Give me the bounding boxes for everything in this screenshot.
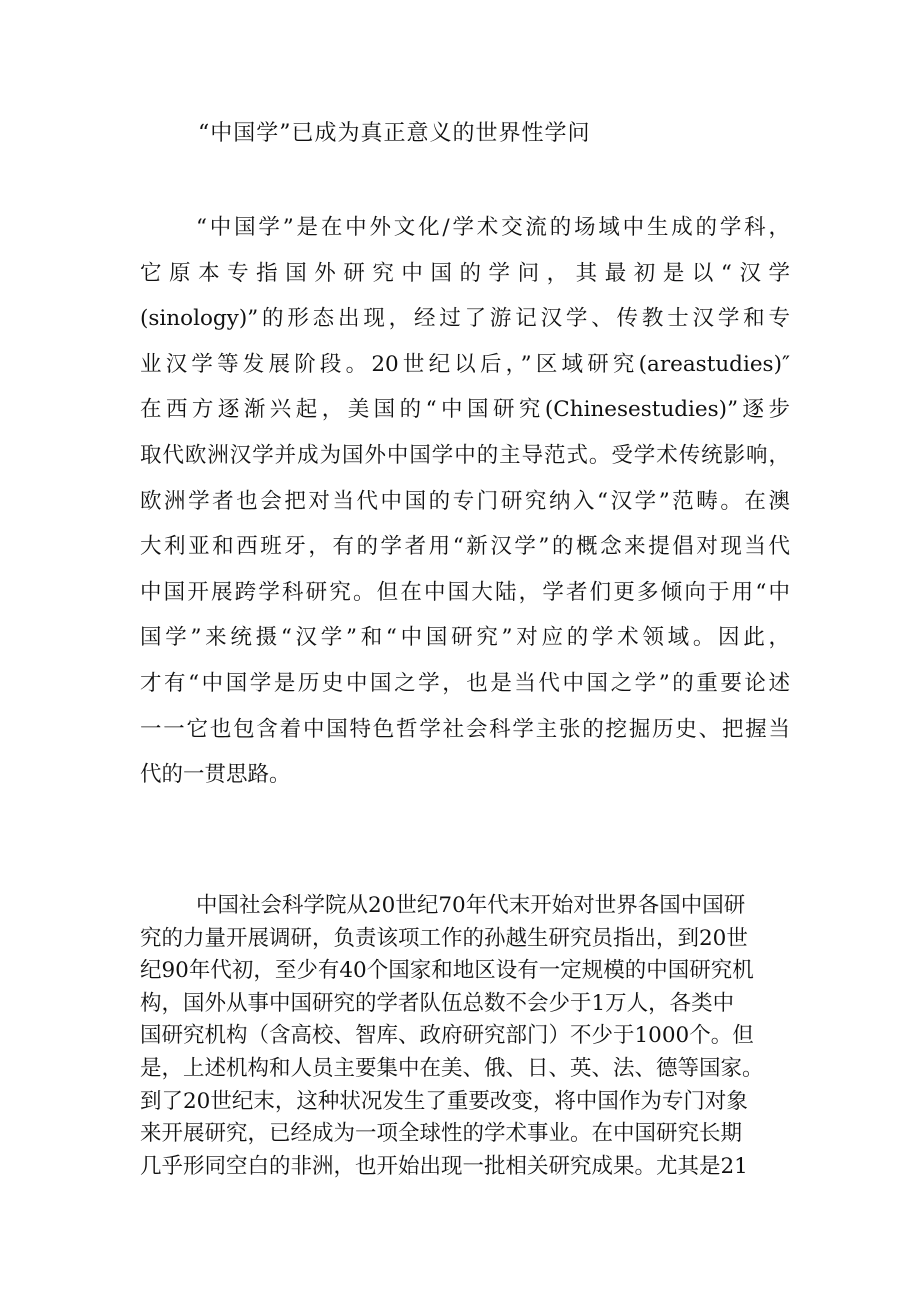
- paragraph-1: [140, 205, 790, 798]
- paragraph-line: 大利亚和西班牙，有的学者用“新汉学”的概念来提倡对现当代: [140, 534, 790, 560]
- paragraph-line: 代的一贯思路。: [140, 762, 291, 788]
- paragraph-line: 中国社会科学院从20世纪70年代末开始对世界各国中国研: [196, 893, 746, 918]
- document-title: “中国学”已成为真正意义的世界性学问: [198, 121, 591, 146]
- paragraph-line: 业汉学等发展阶段。20世纪以后，”区域研究(areastudies)″: [140, 351, 790, 377]
- paragraph-line: 它原本专指国外研究中国的学问，其最初是以“汉学: [140, 260, 790, 286]
- paragraph-line: 几乎形同空白的非洲，也开始出现一批相关研究成果。尤其是21: [140, 1153, 748, 1179]
- paragraph-line: 来开展研究，已经成为一项全球性的学术事业。在中国研究长期: [140, 1121, 743, 1147]
- paragraph-line: 中国开展跨学科研究。但在中国大陆，学者们更多倾向于用“中: [140, 579, 790, 605]
- paragraph-line: 构，国外从事中国研究的学者队伍总数不会少于1万人，各类中: [140, 990, 735, 1016]
- paragraph-line: 是，上述机构和人员主要集中在美、俄、日、英、法、德等国家。: [140, 1055, 764, 1081]
- paragraph-line: 取代欧洲汉学并成为国外中国学中的主导范式。受学术传统影响，: [140, 442, 790, 468]
- paragraph-line: 国学”来统摄“汉学”和“中国研究”对应的学术领域。因此，: [140, 625, 790, 651]
- paragraph-line: “中国学”是在中外文化/学术交流的场域中生成的学科，: [196, 215, 790, 240]
- paragraph-line: (sinology)”的形态出现，经过了游记汉学、传教士汉学和专: [140, 306, 790, 332]
- paragraph-line: 才有“中国学是历史中国之学，也是当代中国之学”的重要论述: [140, 670, 790, 696]
- paragraph-line: 在西方逐渐兴起，美国的“中国研究(Chinesestudies)”逐步: [140, 397, 790, 423]
- paragraph-line: 纪90年代初，至少有40个国家和地区设有一定规模的中国研究机: [140, 958, 754, 984]
- paragraph-line: 欧洲学者也会把对当代中国的专门研究纳入“汉学”范畴。在澳: [140, 488, 790, 514]
- paragraph-2: [140, 890, 790, 1183]
- paragraph-line: 一一它也包含着中国特色哲学社会科学主张的挖掘历史、把握当: [140, 716, 790, 742]
- paragraph-line: 国研究机构（含高校、智库、政府研究部门）不少于1000个。但: [140, 1023, 754, 1049]
- paragraph-line: 究的力量开展调研，负责该项工作的孙越生研究员指出，到20世: [140, 925, 748, 951]
- paragraph-line: 到了20世纪末，这种状况发生了重要改变，将中国作为专门对象: [140, 1088, 748, 1114]
